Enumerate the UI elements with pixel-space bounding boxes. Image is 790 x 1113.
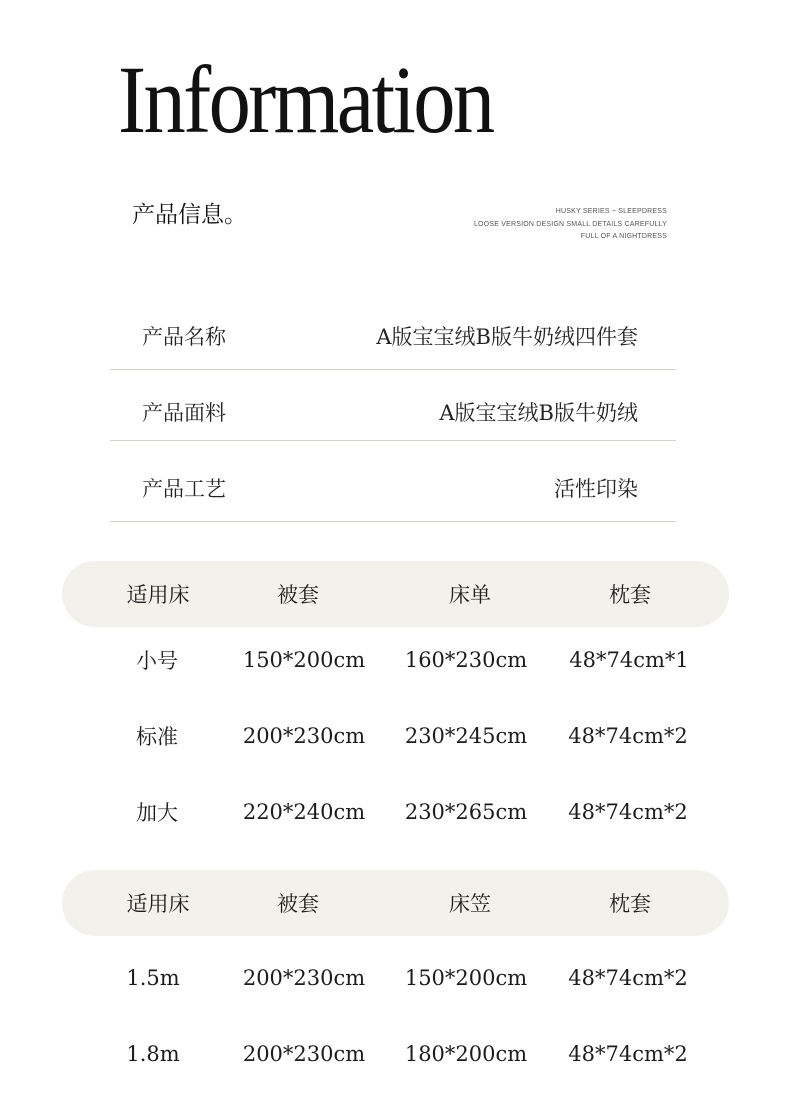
tagline-line: LOOSE VERSION DESIGN SMALL DETAILS CAREFULLY [473,220,667,228]
table-header [62,561,729,627]
table-row [0,716,790,756]
column-header: 适用床 [126,892,190,916]
table-cell: 小号 [136,649,178,673]
table-row [0,1034,790,1074]
table-cell: 48*74cm*2 [568,966,688,990]
section-subtitle: 产品信息。 [132,202,247,228]
tagline-line: HUSKY SERIES ~ SLEEPDRESS [555,208,667,215]
column-header: 床笠 [449,892,491,916]
info-value: A版宝宝绒B版牛奶绒四件套 [376,325,638,349]
divider [110,369,676,370]
table-cell: 1.8m [126,1042,180,1066]
tagline-line: FULL OF A NIGHTDRESS [580,233,667,240]
info-label: 产品面料 [142,401,226,425]
table-row [0,640,790,680]
column-header: 床单 [449,583,491,607]
column-header: 被套 [277,583,319,607]
table-cell: 150*200cm [242,648,366,672]
table-cell: 160*230cm [404,648,528,672]
table-cell: 48*74cm*2 [568,800,688,824]
table-header [62,870,729,936]
info-row-name [110,306,676,366]
table-cell: 48*74cm*2 [568,724,688,748]
info-value: 活性印染 [554,477,638,501]
table-cell: 1.5m [126,966,180,990]
info-row-fabric [110,382,676,442]
table-cell: 48*74cm*1 [569,648,689,672]
table-cell: 150*200cm [404,966,528,990]
info-label: 产品名称 [142,325,226,349]
table-cell: 180*200cm [404,1042,528,1066]
table-cell: 220*240cm [242,800,366,824]
column-header: 被套 [277,892,319,916]
table-cell: 200*230cm [242,724,366,748]
tagline [474,206,667,244]
table-cell: 加大 [136,801,178,825]
divider [110,521,676,522]
info-row-craft [110,458,676,518]
column-header: 枕套 [609,583,651,607]
table-cell: 标准 [136,725,178,749]
info-label: 产品工艺 [142,477,226,501]
column-header: 适用床 [126,583,190,607]
column-header: 枕套 [609,892,651,916]
table-row [0,958,790,998]
info-value: A版宝宝绒B版牛奶绒 [439,401,638,425]
table-cell: 230*245cm [404,724,528,748]
page-title: Information [118,46,493,153]
table-cell: 48*74cm*2 [568,1042,688,1066]
table-cell: 230*265cm [404,800,528,824]
table-cell: 200*230cm [242,1042,366,1066]
table-row [0,792,790,832]
table-cell: 200*230cm [242,966,366,990]
divider [110,440,676,441]
